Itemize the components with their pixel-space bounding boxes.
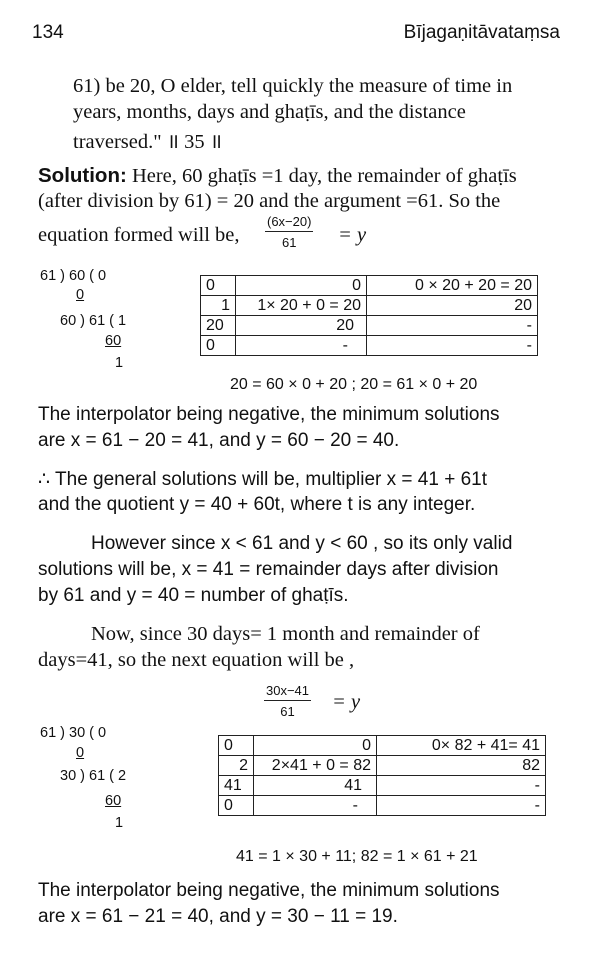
table-2 [218, 735, 546, 816]
para-3-line-2: solutions will be, x = 41 = remainder days after division [38, 559, 499, 580]
solution-line-3: equation formed will be, [38, 224, 240, 246]
table-row [201, 276, 538, 296]
table-cell: 20 [236, 316, 367, 336]
table-cell: - [254, 796, 377, 816]
table-cell: 41 [219, 776, 254, 796]
page-number: 134 [32, 22, 64, 43]
table-cell: 0 [236, 276, 367, 296]
table-row [201, 336, 538, 356]
table-cell: 0× 82 + 41= 41 [377, 736, 546, 756]
division-1-line-4: 60 [105, 333, 122, 349]
division-2-line-4: 60 [105, 793, 122, 809]
table-row [201, 316, 538, 336]
division-1-line-1: 61 ) 60 ( 0 [40, 268, 107, 284]
table-cell: 0 × 20 + 20 = 20 [367, 276, 538, 296]
verse-line-1: 61) be 20, O elder, tell quickly the measure of time in [73, 75, 513, 97]
para-5-line-1: The interpolator being negative, the minimum solutions [38, 880, 500, 901]
para-2-line-2: and the quotient y = 40 + 60t, where t is any integer. [38, 494, 476, 515]
table-cell: 0 [254, 736, 377, 756]
table-cell: 2×41 + 0 = 82 [254, 756, 377, 776]
para-3-line-1: However since x < 61 and y < 60 , so its only valid [91, 533, 513, 554]
table-1 [200, 275, 538, 356]
table-cell: 0 [201, 276, 236, 296]
table-cell: - [377, 776, 546, 796]
equation-1-fraction [265, 214, 313, 250]
equation-2-denominator: 61 [280, 704, 295, 719]
division-2-line-1: 61 ) 30 ( 0 [40, 725, 107, 741]
table-cell: 1× 20 + 0 = 20 [236, 296, 367, 316]
para-5-line-2: are x = 61 − 21 = 40, and y = 30 − 11 = 19. [38, 906, 398, 927]
verse-line-3: traversed." ॥ 35 ॥ [73, 131, 223, 153]
division-2-line-2: 0 [76, 745, 85, 761]
table-row [201, 296, 538, 316]
table-row [219, 756, 546, 776]
running-title: Bījagaṇitāvataṃsa [403, 22, 560, 43]
check-line-2: 41 = 1 × 30 + 11; 82 = 1 × 61 + 21 [236, 848, 478, 865]
para-1-line-2: are x = 61 − 20 = 41, and y = 60 − 20 = 40. [38, 430, 400, 451]
division-1-line-2: 0 [76, 287, 85, 303]
equation-1-rhs: = y [338, 224, 367, 246]
check-line-1: 20 = 60 × 0 + 20 ; 20 = 61 × 0 + 20 [230, 376, 478, 393]
table-cell: 0 [219, 796, 254, 816]
table-row [219, 796, 546, 816]
para-4-line-2: days=41, so the next equation will be , [38, 649, 355, 671]
solution-line-1 [38, 164, 517, 188]
equation-2-rhs: = y [332, 691, 361, 713]
para-4-line-1: Now, since 30 days= 1 month and remainder of [91, 623, 480, 645]
table-cell: - [367, 336, 538, 356]
table-cell: 0 [201, 336, 236, 356]
para-2-line-1: ∴ The general solutions will be, multiplier x = 41 + 61t [38, 469, 487, 490]
equation-2-numerator: 30x−41 [264, 683, 311, 701]
table-cell: 20 [367, 296, 538, 316]
solution-text-1: Here, 60 ghaṭīs =1 day, the remainder of ghaṭīs [126, 165, 517, 187]
division-1-line-3: 60 ) 61 ( 1 [60, 313, 127, 329]
table-row [219, 736, 546, 756]
table-cell: 0 [219, 736, 254, 756]
division-2-line-3: 30 ) 61 ( 2 [60, 768, 127, 784]
table-cell: - [236, 336, 367, 356]
para-3-line-3: by 61 and y = 40 = number of ghaṭīs. [38, 585, 349, 606]
table-cell: 20 [201, 316, 236, 336]
division-2-line-5: 1 [115, 815, 124, 831]
table-cell: 82 [377, 756, 546, 776]
table-cell: - [377, 796, 546, 816]
equation-1-denominator: 61 [281, 235, 297, 250]
para-1-line-1: The interpolator being negative, the minimum solutions [38, 404, 500, 425]
table-cell: 2 [219, 756, 254, 776]
verse-line-2: years, months, days and ghaṭīs, and the distance [73, 101, 466, 123]
solution-label: Solution: [38, 164, 127, 187]
equation-2-fraction [264, 683, 311, 719]
solution-line-2: (after division by 61) = 20 and the argument =61. So the [38, 190, 501, 212]
table-cell: 1 [201, 296, 236, 316]
table-cell: - [367, 316, 538, 336]
table-row [219, 776, 546, 796]
division-1-line-5: 1 [115, 355, 124, 371]
table-cell: 41 [254, 776, 377, 796]
equation-1-numerator: (6x−20) [265, 214, 313, 232]
